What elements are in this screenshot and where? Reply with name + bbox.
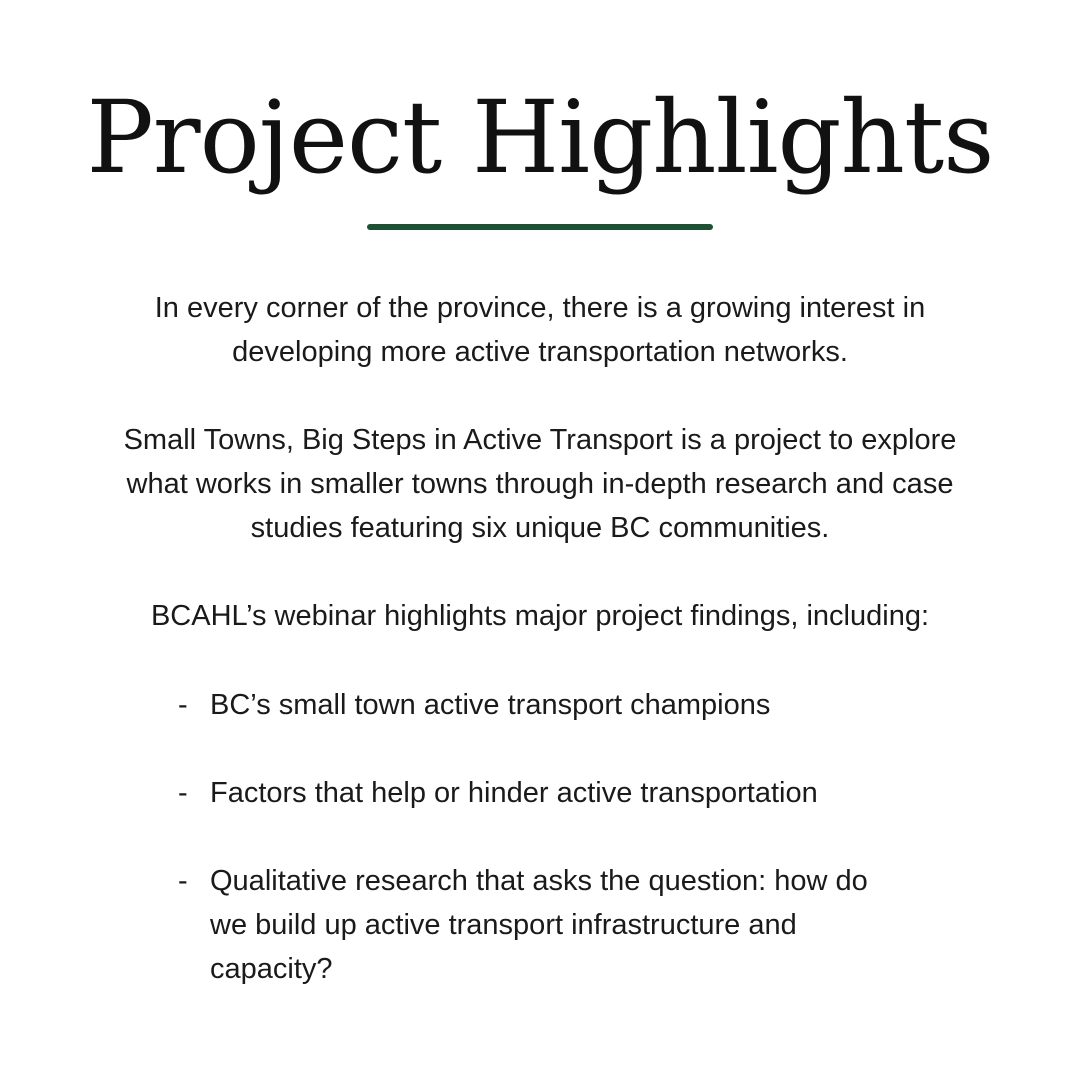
findings-list — [178, 683, 898, 1035]
dash-bullet: - — [178, 865, 188, 897]
list-item — [178, 859, 898, 991]
list-item-text: Qualitative research that asks the question: how do we build up active transport infrastructure and capacity? — [210, 865, 868, 985]
dash-bullet: - — [178, 689, 188, 721]
intro-paragraph-3: BCAHL’s webinar highlights major project findings, including: — [150, 600, 930, 632]
intro-paragraph-2: Small Towns, Big Steps in Active Transport is a project to explore what works in smaller towns through in-depth research and case studies featuring six unique BC communities. — [123, 424, 957, 544]
title-underline-divider — [367, 224, 713, 230]
list-item-text: BC’s small town active transport champions — [210, 689, 771, 721]
intro-text-block — [90, 286, 990, 682]
list-item — [178, 771, 898, 815]
list-item-text: Factors that help or hinder active transportation — [210, 777, 818, 809]
dash-bullet: - — [178, 777, 188, 809]
page-title: Project Highlights — [86, 79, 994, 196]
intro-paragraph-1: In every corner of the province, there is a growing interest in developing more active transportation networks. — [154, 292, 926, 368]
list-item — [178, 683, 898, 727]
